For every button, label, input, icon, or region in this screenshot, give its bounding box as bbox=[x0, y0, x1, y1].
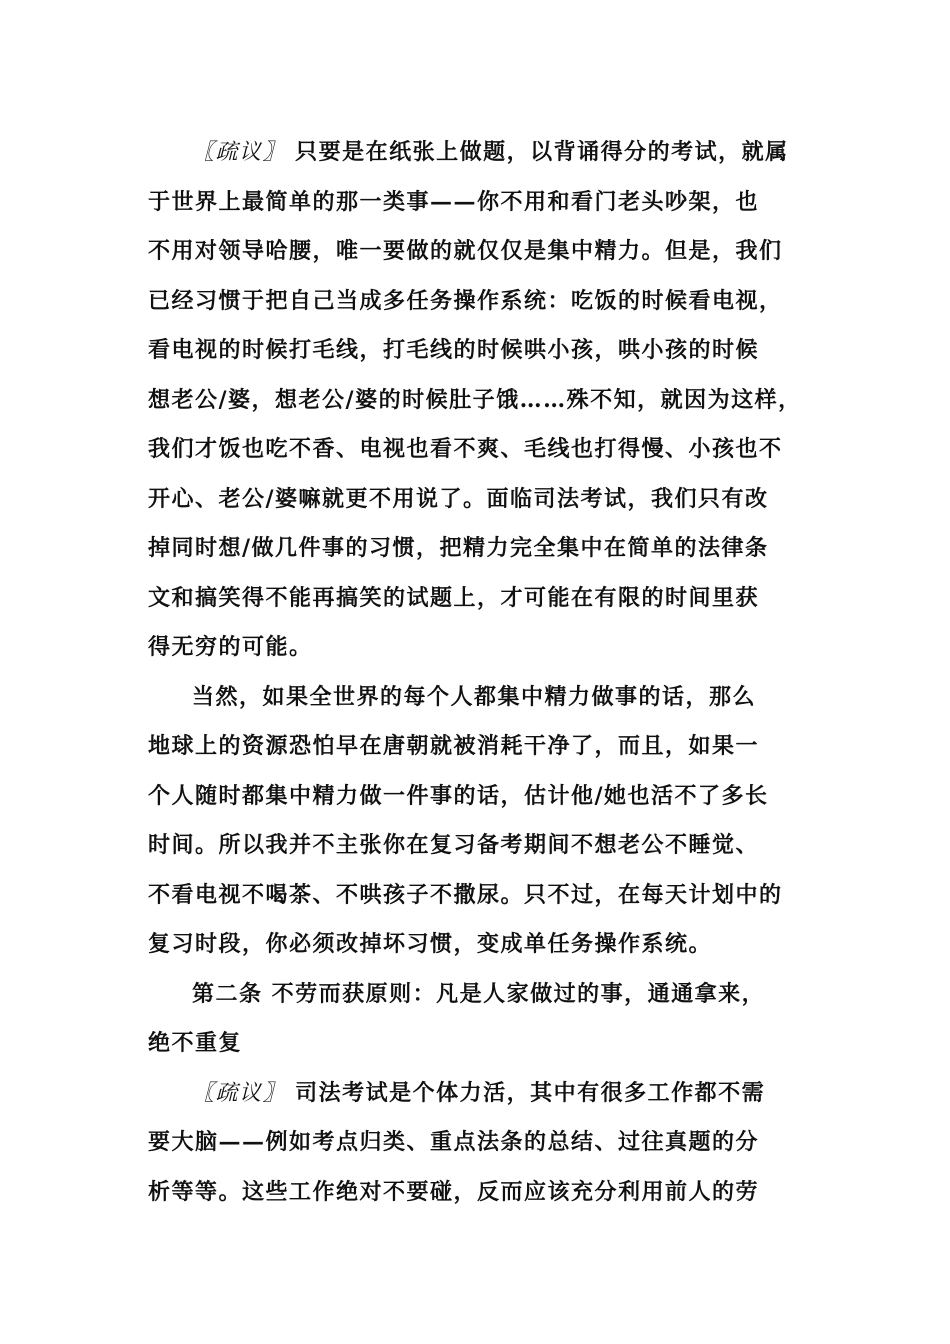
line-text: 看电视的时候打毛线，打毛线的时候哄小孩，哄小孩的时候 bbox=[148, 337, 760, 363]
text-line bbox=[148, 326, 808, 376]
section-label: 〖疏议〗 bbox=[192, 140, 287, 165]
text-line bbox=[148, 871, 808, 921]
line-text: 司法考试是个体力活，其中有很多工作都不需 bbox=[286, 1079, 766, 1106]
text-line bbox=[148, 673, 808, 723]
text-line bbox=[148, 475, 808, 525]
line-text: 绝不重复 bbox=[148, 1030, 243, 1056]
text-line bbox=[148, 227, 808, 277]
text-line bbox=[148, 178, 808, 228]
paragraph bbox=[148, 673, 808, 970]
line-text: 地球上的资源恐怕早在唐朝就被消耗干净了，而且，如果一 bbox=[148, 733, 760, 759]
text-line bbox=[148, 1069, 808, 1119]
text-line bbox=[148, 623, 808, 673]
text-line bbox=[148, 821, 808, 871]
line-text: 不用对领导哈腰，唯一要做的就仅仅是集中精力。但是，我们 bbox=[148, 238, 783, 264]
line-text: 文和搞笑得不能再搞笑的试题上，才可能在有限的时间里获 bbox=[148, 584, 760, 611]
line-text: 个人随时都集中精力做一件事的话，估计他/她也活不了多长 bbox=[148, 782, 769, 809]
document-page bbox=[148, 128, 808, 1217]
text-line bbox=[148, 722, 808, 772]
text-line bbox=[148, 524, 808, 574]
text-line bbox=[148, 277, 808, 327]
line-text: 要大脑——例如考点归类、重点法条的总结、过往真题的分 bbox=[148, 1129, 760, 1155]
line-text: 时间。所以我并不主张你在复习备考期间不想老公不睡觉、 bbox=[148, 832, 760, 858]
text-line bbox=[148, 1019, 808, 1069]
line-text: 已经习惯于把自己当成多任务操作系统：吃饭的时候看电视， bbox=[148, 287, 783, 314]
line-text: 析等等。这些工作绝对不要碰，反而应该充分利用前人的劳 bbox=[148, 1178, 760, 1205]
line-text: 当然，如果全世界的每个人都集中精力做事的话，那么 bbox=[192, 683, 757, 710]
text-line bbox=[148, 128, 808, 178]
line-text: 我们才饭也吃不香、电视也看不爽、毛线也打得慢、小孩也不 bbox=[148, 436, 783, 462]
line-text: 开心、老公/婆嘛就更不用说了。面临司法考试，我们只有改 bbox=[148, 485, 769, 512]
paragraph bbox=[148, 970, 808, 1069]
line-text: 得无穷的可能。 bbox=[148, 634, 313, 660]
line-text: 第二条 不劳而获原则：凡是人家做过的事，通通拿来， bbox=[192, 980, 766, 1007]
line-text: 于世界上最简单的那一类事——你不用和看门老头吵架，也 bbox=[148, 188, 760, 215]
text-line bbox=[148, 920, 808, 970]
text-line bbox=[148, 1118, 808, 1168]
paragraph bbox=[148, 128, 808, 673]
line-text: 复习时段，你必须改掉坏习惯，变成单任务操作系统。 bbox=[148, 931, 713, 957]
line-text: 掉同时想/做几件事的习惯，把精力完全集中在简单的法律条 bbox=[148, 535, 769, 561]
text-line bbox=[148, 1168, 808, 1218]
section-label: 〖疏议〗 bbox=[192, 1080, 287, 1106]
text-line bbox=[148, 970, 808, 1020]
text-line bbox=[148, 574, 808, 624]
text-line bbox=[148, 772, 808, 822]
line-text: 不看电视不喝茶、不哄孩子不撒尿。只不过，在每天计划中的 bbox=[148, 881, 783, 908]
paragraph bbox=[148, 1069, 808, 1218]
line-text: 想老公/婆，想老公/婆的时候肚子饿……殊不知，就因为这样， bbox=[148, 386, 802, 413]
text-line bbox=[148, 376, 808, 426]
text-line bbox=[148, 425, 808, 475]
document-body bbox=[148, 128, 808, 1217]
line-text: 只要是在纸张上做题，以背诵得分的考试，就属 bbox=[286, 139, 789, 165]
